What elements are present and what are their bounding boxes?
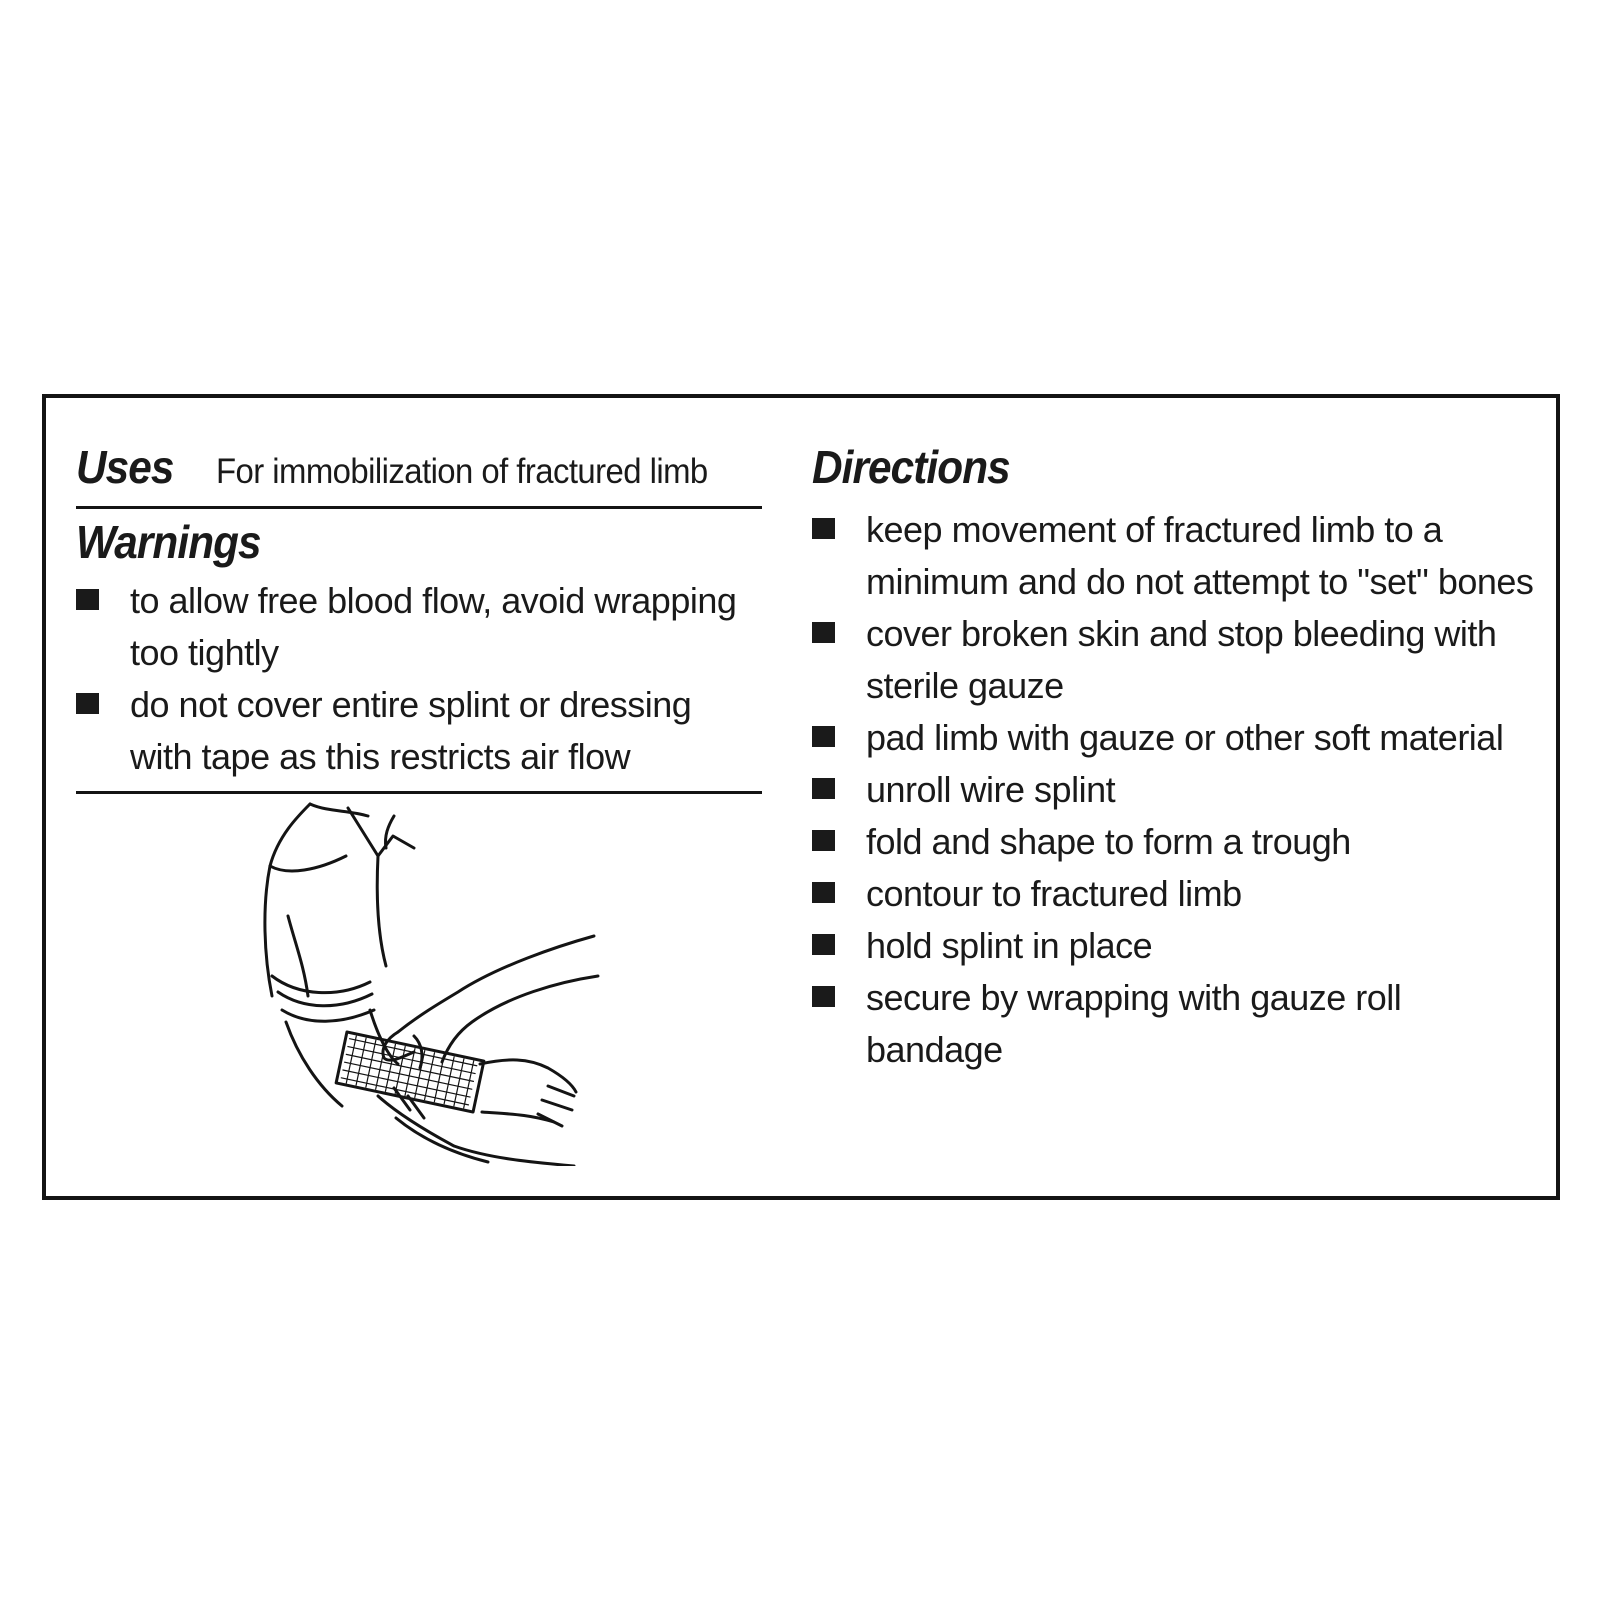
directions-section	[812, 441, 1542, 504]
direction-text: unroll wire splint	[866, 769, 1116, 810]
bullet-square-icon	[812, 518, 835, 539]
list-item	[812, 764, 1542, 816]
list-item	[812, 972, 1426, 1076]
bullet-square-icon	[812, 934, 835, 955]
warning-text: do not cover entire splint or dressing with tape as this restricts air flow	[130, 684, 692, 777]
splint-application-illustration	[258, 796, 638, 1166]
list-item	[812, 504, 1542, 608]
divider	[76, 791, 762, 794]
direction-text: keep movement of fractured limb to a minimum and do not attempt to "set" bones	[866, 509, 1534, 602]
warning-text: to allow free blood flow, avoid wrapping too tightly	[130, 580, 737, 673]
directions-heading: Directions	[812, 441, 1010, 493]
direction-text: contour to fractured limb	[866, 873, 1242, 914]
direction-text: pad limb with gauze or other soft material	[866, 717, 1504, 758]
direction-text: cover broken skin and stop bleeding with sterile gauze	[866, 613, 1497, 706]
bullet-square-icon	[812, 622, 835, 643]
right-column	[812, 441, 1542, 1076]
uses-text: For immobilization of fractured limb	[215, 452, 708, 491]
warnings-heading: Warnings	[76, 516, 261, 568]
list-item	[812, 816, 1542, 868]
divider	[76, 506, 762, 509]
uses-section	[76, 441, 762, 502]
bullet-square-icon	[812, 778, 835, 799]
direction-text: secure by wrapping with gauze roll bandage	[866, 977, 1402, 1070]
list-item	[812, 868, 1542, 920]
bullet-square-icon	[812, 726, 835, 747]
bullet-square-icon	[812, 986, 835, 1007]
bullet-square-icon	[812, 830, 835, 851]
left-column	[76, 441, 762, 794]
drug-facts-panel	[42, 394, 1560, 1200]
list-item	[812, 920, 1542, 972]
warnings-list	[76, 575, 762, 783]
directions-list	[812, 504, 1542, 1076]
bullet-square-icon	[76, 693, 99, 714]
warnings-section	[76, 516, 762, 575]
list-item	[812, 712, 1542, 764]
direction-text: fold and shape to form a trough	[866, 821, 1351, 862]
list-item	[812, 608, 1542, 712]
list-item	[76, 679, 740, 783]
bullet-square-icon	[76, 589, 99, 610]
direction-text: hold splint in place	[866, 925, 1153, 966]
bullet-square-icon	[812, 882, 835, 903]
uses-heading: Uses	[76, 441, 174, 493]
list-item	[76, 575, 740, 679]
